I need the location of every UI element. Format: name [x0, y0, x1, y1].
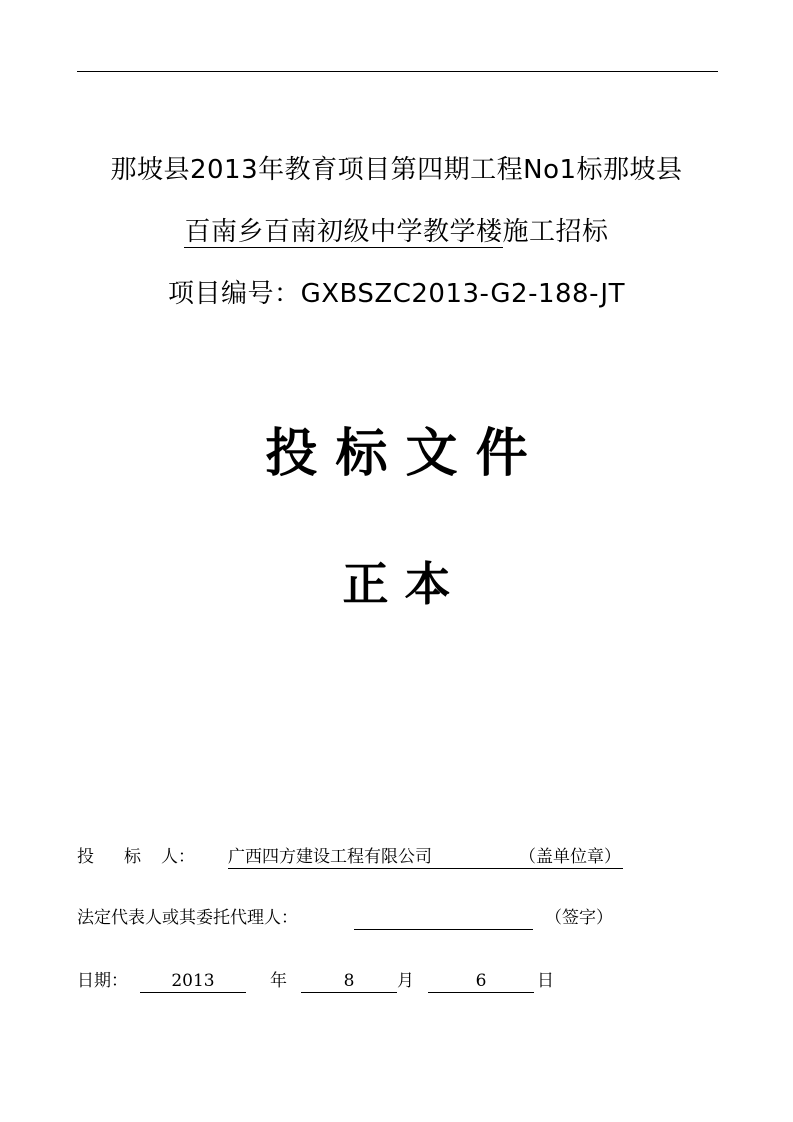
header-rule [77, 71, 718, 72]
project-title-line-2 [0, 216, 793, 248]
bidder-label-char-3: 人： [161, 847, 195, 867]
date-day-value: 6 [475, 971, 487, 991]
representative-label: 法定代表人或其委托代理人： [77, 908, 298, 928]
bidder-label-char-2: 标 [124, 847, 141, 867]
date-year-field [140, 970, 246, 993]
document-copy-type: 正 本 [342, 557, 451, 611]
date-month-field [301, 970, 397, 993]
project-number-label: 项目编号： [168, 279, 301, 309]
date-day-unit: 日 [537, 971, 554, 991]
date-month-value: 8 [343, 971, 355, 991]
bidder-seal-note: （盖单位章） [519, 847, 621, 867]
representative-sign-note: （签字） [545, 908, 613, 928]
date-day-field [428, 970, 534, 993]
date-year-unit: 年 [270, 971, 287, 991]
bidder-field [228, 846, 623, 869]
project-title-line-1: 那坡县2013年教育项目第四期工程No1标那坡县 [110, 155, 683, 185]
project-title-underlined-part: 百南乡百南初级中学教学楼 [184, 217, 503, 247]
bidder-name: 广西四方建设工程有限公司 [228, 847, 432, 867]
representative-signature-blank [354, 907, 533, 930]
bidder-label-char-1: 投 [77, 847, 94, 867]
date-year-value: 2013 [171, 971, 215, 991]
document-title: 投 标 文 件 [265, 423, 528, 484]
date-label: 日期： [77, 971, 128, 991]
date-month-unit: 月 [397, 971, 414, 991]
project-title-rest: 施工招标 [502, 217, 609, 247]
project-number-value: GXBSZC2013-G2-188-JT [300, 279, 625, 309]
project-number-line [0, 278, 793, 310]
